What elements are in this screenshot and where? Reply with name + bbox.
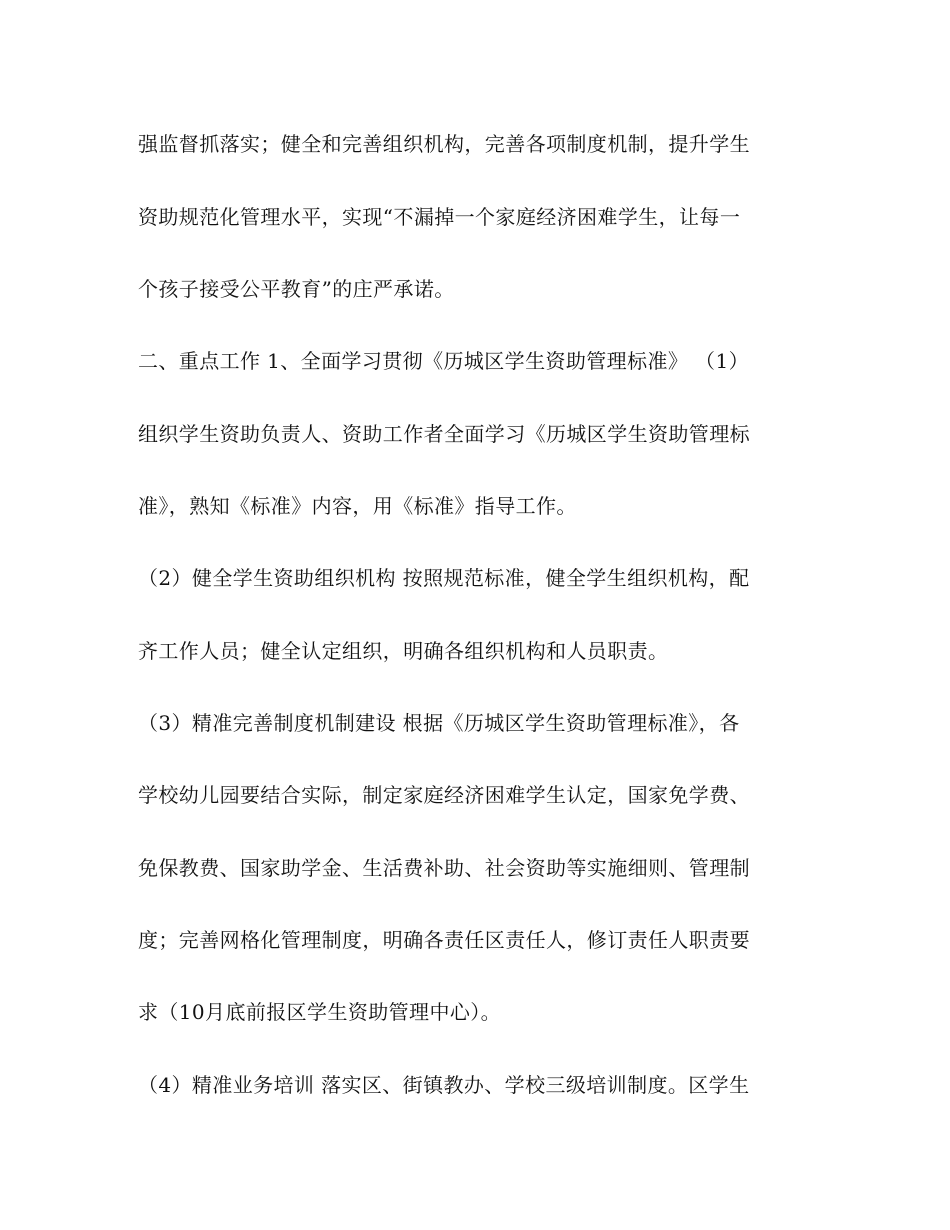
text-line-13: 求（10月底前报区学生资助管理中心）。 <box>138 1000 502 1024</box>
text-line-14: （4）精准业务培训 落实区、街镇教办、学校三级培训制度。区学生 <box>138 1073 750 1097</box>
text-line-7: （2）健全学生资助组织机构 按照规范标准，健全学生组织机构，配 <box>138 566 750 590</box>
text-line-6: 准》，熟知《标准》内容，用《标准》指导工作。 <box>138 494 577 518</box>
text-line-9: （3）精准完善制度机制建设 根据《历城区学生资助管理标准》，各 <box>138 711 740 735</box>
text-line-8: 齐工作人员；健全认定组织，明确各组织机构和人员职责。 <box>138 639 669 663</box>
text-line-12: 度；完善网格化管理制度，明确各责任区责任人，修订责任人职责要 <box>138 928 750 952</box>
text-line-2: 资助规范化管理水平，实现“不漏掉一个家庭经济困难学生，让每一 <box>138 205 741 229</box>
text-line-1: 强监督抓落实；健全和完善组织机构，完善各项制度机制，提升学生 <box>138 132 750 156</box>
text-line-5: 组织学生资助负责人、资助工作者全面学习《历城区学生资助管理标 <box>138 422 750 446</box>
text-line-11: 免保教费、国家助学金、生活费补助、社会资助等实施细则、管理制 <box>138 856 750 880</box>
text-line-4: 二、重点工作 1、全面学习贯彻《历城区学生资助管理标准》 （1） <box>138 349 749 373</box>
text-line-10: 学校幼儿园要结合实际，制定家庭经济困难学生认定，国家免学费、 <box>138 783 750 807</box>
text-line-3: 个孩子接受公平教育”的庄严承诺。 <box>138 277 455 301</box>
